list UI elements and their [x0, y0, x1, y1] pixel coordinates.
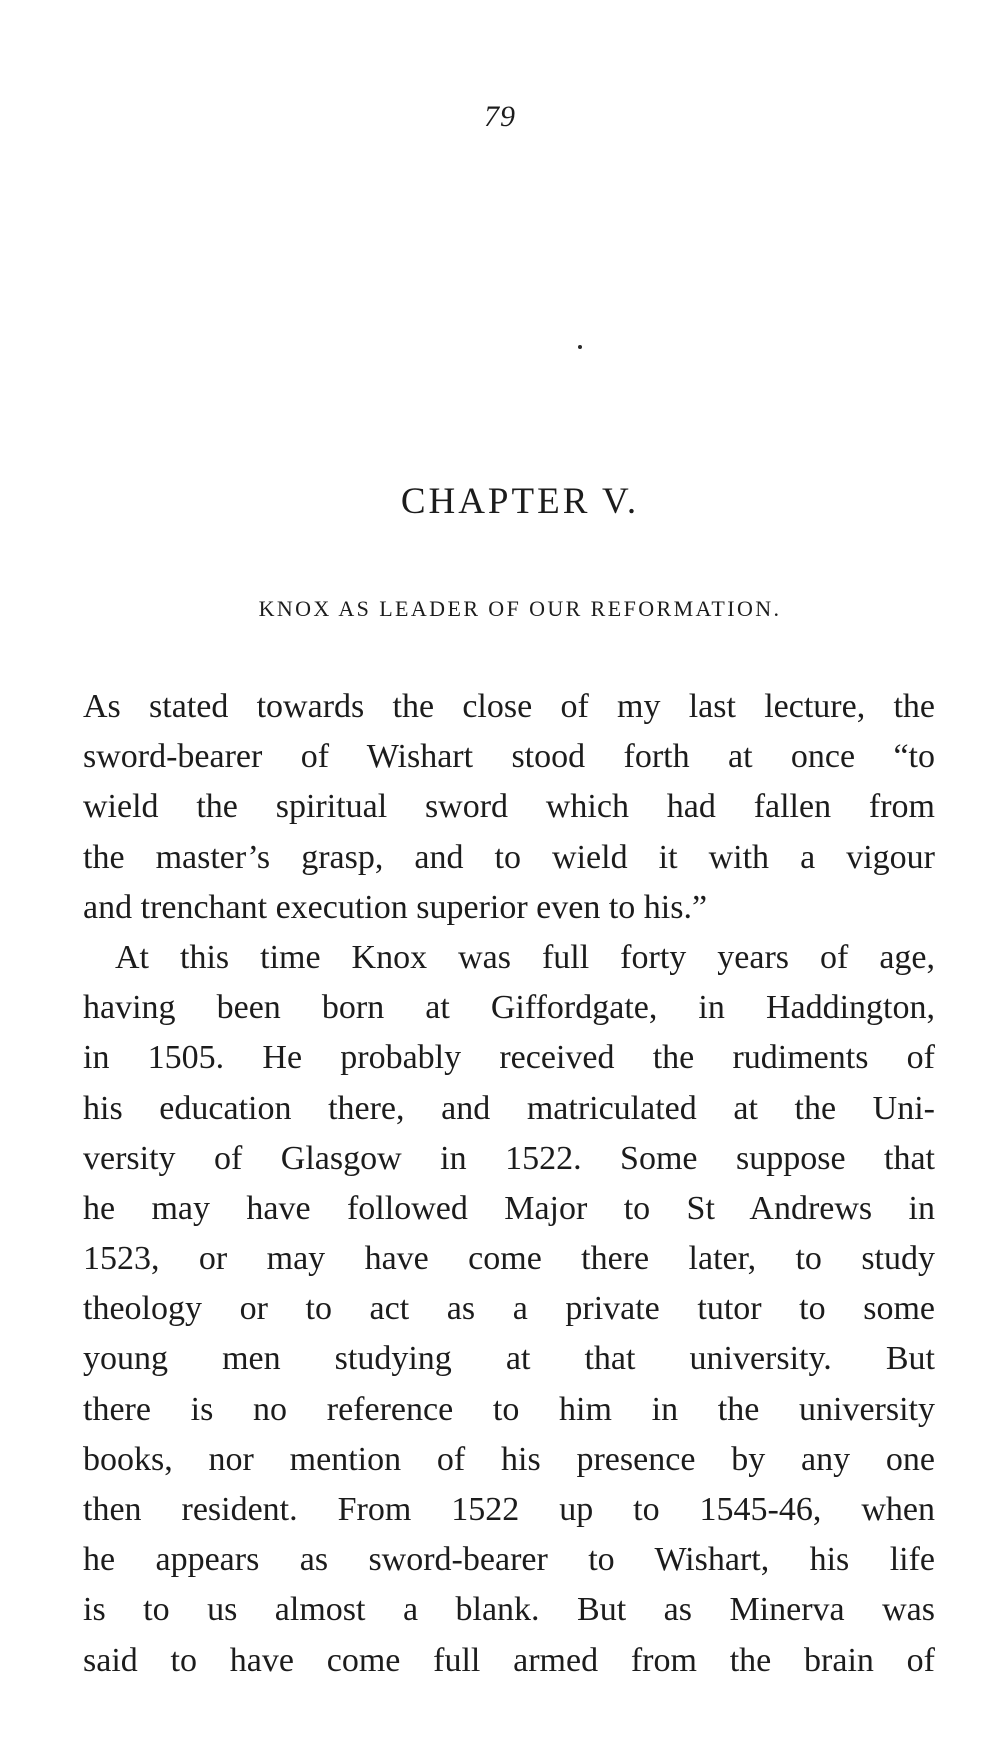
- paragraph-2-line: theology or to act as a private tutor to some: [83, 1290, 935, 1328]
- paragraph-2-line: 1523, or may have come there later, to study: [83, 1240, 935, 1278]
- print-speck: [578, 345, 582, 349]
- paragraph-2-line: then resident. From 1522 up to 1545-46, when: [83, 1491, 935, 1528]
- paragraph-2-line: his education there, and matriculated at the Uni-: [83, 1089, 935, 1127]
- paragraph-1-line: wield the spiritual sword which had fallen from: [83, 788, 935, 826]
- body-text: [83, 682, 935, 1686]
- paragraph-2-line: he may have followed Major to St Andrews in: [83, 1189, 935, 1227]
- paragraph-2-line: books, nor mention of his presence by any one: [83, 1440, 935, 1478]
- paragraph-2-line: said to have come full armed from the brain of: [83, 1641, 935, 1679]
- paragraph-2-line: there is no reference to him in the university: [83, 1390, 935, 1428]
- paragraph-2-line: in 1505. He probably received the rudiments of: [83, 1039, 935, 1077]
- paragraph-2-line: At this time Knox was full forty years of age,: [115, 938, 935, 976]
- chapter-subtitle: KNOX AS LEADER OF OUR REFORMATION.: [258, 596, 782, 621]
- paragraph-2-line: is to us almost a blank. But as Minerva was: [83, 1591, 935, 1629]
- paragraph-2-line: versity of Glasgow in 1522. Some suppose that: [83, 1139, 935, 1177]
- paragraph-2-line: he appears as sword-bearer to Wishart, his life: [83, 1541, 935, 1579]
- paragraph-1-line: the master’s grasp, and to wield it with a vigour: [83, 838, 935, 876]
- paragraph-2-line: young men studying at that university. But: [83, 1340, 935, 1378]
- paragraph-1-line: sword-bearer of Wishart stood forth at once “to: [83, 738, 935, 776]
- paragraph-1-line: and trenchant execution superior even to his.”: [83, 888, 708, 926]
- page-number: 79: [484, 100, 516, 133]
- chapter-title: CHAPTER V.: [400, 481, 640, 522]
- paragraph-1-line: As stated towards the close of my last lecture, the: [83, 688, 935, 725]
- paragraph-2-line: having been born at Giffordgate, in Haddington,: [83, 989, 935, 1027]
